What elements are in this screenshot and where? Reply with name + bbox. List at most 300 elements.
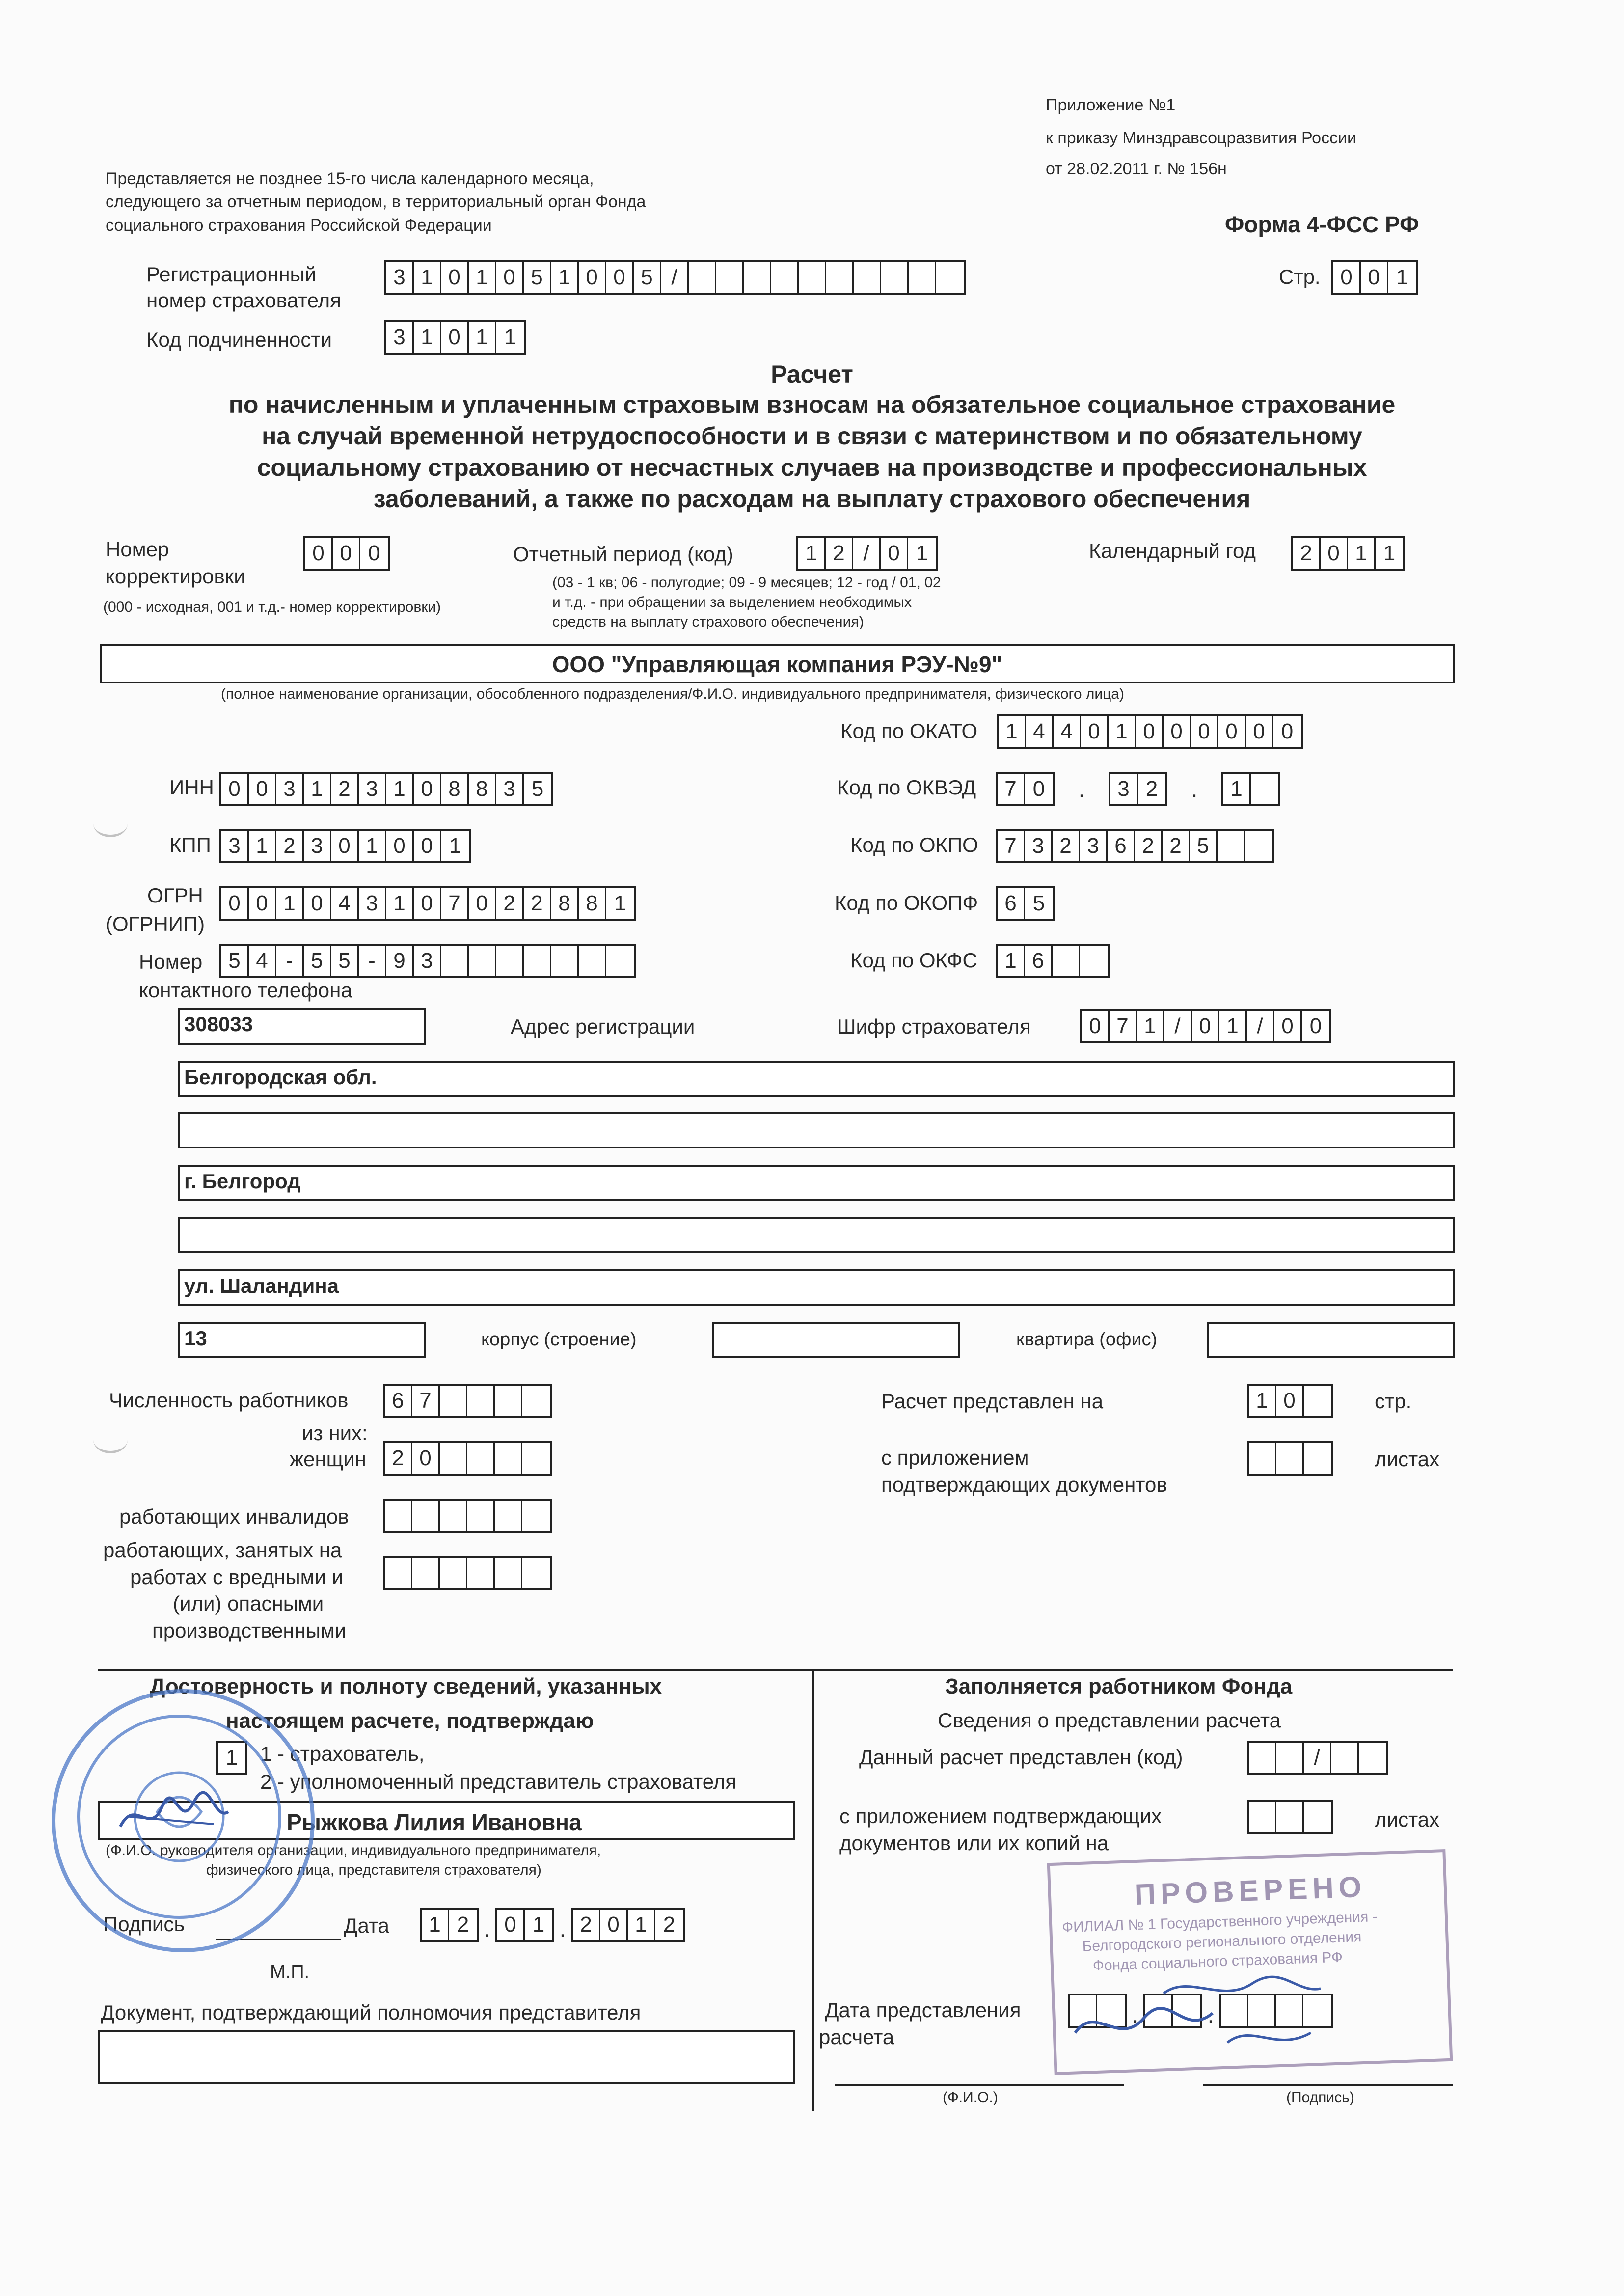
digit-cell xyxy=(579,946,606,976)
digit-cell: 0 xyxy=(1321,538,1348,569)
digit-cell: / xyxy=(853,538,881,569)
correction-note: (000 - исходная, 001 и т.д.- номер корректировки) xyxy=(103,599,441,615)
digit-cell xyxy=(1245,831,1272,861)
digit-cell xyxy=(1251,774,1278,804)
digit-cell xyxy=(385,1501,412,1531)
confirmation-heading-2: настоящем расчете, подтверждаю xyxy=(226,1709,594,1733)
digit-cell: 3 xyxy=(1110,774,1138,804)
digit-cell: 1 xyxy=(1383,541,1396,565)
digit-cell: 7 xyxy=(998,831,1025,861)
registration-label-1: Регистрационный xyxy=(146,263,317,286)
digit-cell xyxy=(522,1443,550,1474)
pages-unit: стр. xyxy=(1375,1390,1412,1413)
okved-field[interactable] xyxy=(996,772,1280,806)
digit-cell: 5 xyxy=(1032,891,1045,915)
section-divider xyxy=(98,1669,1453,1671)
digit-cell: 2 xyxy=(385,1443,412,1474)
digit-cell: 1 xyxy=(422,1910,449,1940)
digit-cell: 0 xyxy=(579,262,606,293)
digit-cell xyxy=(440,1558,467,1588)
okved-label: Код по ОКВЭД xyxy=(837,776,976,799)
okato-label: Код по ОКАТО xyxy=(840,719,978,742)
digit-cell xyxy=(1249,1443,1276,1474)
ogrn-label-2: (ОГРНИП) xyxy=(106,912,205,935)
date-label: Дата xyxy=(344,1914,390,1937)
apartment-field[interactable] xyxy=(1207,1322,1455,1358)
digit-cell: 0 xyxy=(414,774,441,804)
digit-cell: 3 xyxy=(1025,831,1053,861)
confirmation-heading-1: Достоверность и полноту сведений, указанных xyxy=(150,1674,662,1698)
digit-cell xyxy=(385,1558,412,1588)
submission-note-line-3: социального страхования Российской Федерации xyxy=(106,216,492,235)
separator-cell: / xyxy=(1304,1743,1331,1773)
digit-cell: 1 xyxy=(551,262,579,293)
form-title-line-3: на случай временной нетрудоспособности и в связи с материнством и по обязательному xyxy=(262,422,1362,450)
digit-cell: 0 xyxy=(606,262,634,293)
inn-field[interactable] xyxy=(219,772,553,806)
okfs-field[interactable] xyxy=(996,944,1110,978)
digit-cell: 0 xyxy=(469,888,496,919)
option-representative: 2 - уполномоченный представитель страхователя xyxy=(260,1770,736,1793)
ogrn-field[interactable] xyxy=(219,886,636,921)
pages-label: Расчет представлен на xyxy=(881,1390,1104,1413)
digit-cell: 2 xyxy=(524,888,551,919)
digit-cell: 8 xyxy=(551,888,579,919)
digit-cell: 0 xyxy=(1191,716,1218,747)
digit-cell: 1 xyxy=(998,946,1025,976)
okopf-label: Код по ОКОПФ xyxy=(835,891,978,914)
digit-cell: 0 xyxy=(1136,716,1164,747)
form-title-line-2: по начисленным и уплаченным страховым взносам на обязательное социальное страхование xyxy=(228,391,1396,418)
page-number-field[interactable] xyxy=(1331,260,1418,295)
dot-separator: . xyxy=(559,1917,566,1941)
phone-label-2: контактного телефона xyxy=(139,979,352,1002)
dot-separator: . xyxy=(1078,778,1085,802)
form-title-line-5: заболеваний, а также по расходам на выплату страхового обеспечения xyxy=(373,485,1251,513)
digit-cell: 0 xyxy=(1192,1011,1219,1041)
digit-cell: 0 xyxy=(1309,1014,1322,1038)
digit-cell xyxy=(1249,1802,1276,1832)
digit-cell: 5 xyxy=(531,777,544,801)
digit-cell xyxy=(469,946,496,976)
digit-cell: 0 xyxy=(333,538,360,569)
digit-cell xyxy=(1276,1743,1304,1773)
hazard-field[interactable] xyxy=(383,1556,552,1590)
attachment-label-2: подтверждающих документов xyxy=(881,1473,1167,1496)
digit-cell: 0 xyxy=(304,888,331,919)
digit-cell xyxy=(1304,1443,1331,1474)
digit-cell xyxy=(909,262,936,293)
locality-field[interactable] xyxy=(178,1217,1455,1253)
digit-cell xyxy=(1331,1743,1359,1773)
digit-cell: 1 xyxy=(504,325,516,349)
digit-cell: 0 xyxy=(305,538,333,569)
district-field[interactable] xyxy=(178,1112,1455,1148)
digit-cell: 4 xyxy=(1054,716,1081,747)
verified-stamp-line-1: ФИЛИАЛ № 1 Государственного учреждения - xyxy=(1061,1908,1378,1936)
period-note-line-3: средств на выплату страхового обеспечения) xyxy=(552,614,864,630)
digit-cell: 0 xyxy=(1246,716,1273,747)
digit-cell xyxy=(1218,831,1245,861)
digit-cell: 2 xyxy=(1145,777,1158,801)
digit-cell xyxy=(467,1558,495,1588)
digit-cell: 4 xyxy=(1026,716,1054,747)
digit-cell: 0 xyxy=(368,541,380,565)
handwritten-signature xyxy=(115,1787,233,1841)
digit-cell xyxy=(1053,946,1080,976)
digit-cell: 1 xyxy=(276,888,304,919)
digit-cell xyxy=(440,1386,467,1416)
option-insurer: 1 - страхователь, xyxy=(260,1742,425,1765)
digit-cell: 1 xyxy=(1223,774,1251,804)
digit-cell: 2 xyxy=(1293,538,1321,569)
correction-label-2: корректировки xyxy=(106,565,245,588)
digit-cell xyxy=(854,262,881,293)
digit-cell: - xyxy=(276,946,304,976)
digit-cell: / xyxy=(1164,1011,1192,1041)
hazard-label-3: (или) опасными xyxy=(173,1592,324,1615)
digit-cell: 2 xyxy=(496,888,524,919)
digit-cell: 7 xyxy=(1110,1011,1137,1041)
digit-cell: 6 xyxy=(385,1386,412,1416)
sheets-unit: листах xyxy=(1375,1448,1440,1471)
digit-cell xyxy=(440,1443,467,1474)
order-line-1: к приказу Минздравсоцразвития России xyxy=(1046,129,1357,147)
year-label: Календарный год xyxy=(1089,539,1256,562)
digit-cell xyxy=(1249,1743,1276,1773)
dot-separator: . xyxy=(1207,2003,1214,2027)
fund-heading: Заполняется работником Фонда xyxy=(945,1674,1293,1698)
digit-cell: 0 xyxy=(881,538,908,569)
digit-cell xyxy=(496,946,524,976)
digit-cell: 5 xyxy=(524,262,551,293)
submission-note-line-1: Представляется не позднее 15-го числа календарного месяца, xyxy=(106,169,594,188)
digit-cell xyxy=(1304,1802,1331,1832)
seal-label: М.П. xyxy=(270,1962,310,1982)
disabled-field[interactable] xyxy=(383,1499,552,1533)
okato-field[interactable] xyxy=(997,714,1303,749)
digit-cell: 8 xyxy=(441,774,469,804)
apartment-label: квартира (офис) xyxy=(1016,1329,1158,1350)
correction-label-1: Номер xyxy=(106,538,169,561)
ogrn-label-1: ОГРН xyxy=(147,884,203,907)
digit-cell: 1 xyxy=(532,1913,545,1937)
period-note-line-2: и т.д. - при обращении за выделением необходимых xyxy=(552,594,912,610)
digit-cell xyxy=(495,1443,522,1474)
digit-cell: 2 xyxy=(331,774,359,804)
digit-cell xyxy=(826,262,854,293)
employees-label: Численность работников xyxy=(109,1389,349,1412)
digit-cell: 5 xyxy=(634,262,661,293)
okpo-field[interactable] xyxy=(996,829,1274,863)
fund-code-field[interactable] xyxy=(1247,1741,1388,1775)
digit-cell: 2 xyxy=(1135,831,1163,861)
digit-cell xyxy=(551,946,579,976)
address-label: Адрес регистрации xyxy=(511,1015,695,1038)
digit-cell: 3 xyxy=(304,831,331,861)
digit-cell: 3 xyxy=(359,888,386,919)
period-code-field[interactable] xyxy=(796,536,938,571)
disabled-label: работающих инвалидов xyxy=(119,1505,349,1528)
form-title-line-4: социальному страхованию от несчастных случаев на производстве и профессиональных xyxy=(257,454,1367,481)
correction-number-field[interactable] xyxy=(303,536,390,571)
digit-cell xyxy=(495,1386,522,1416)
digit-cell: 4 xyxy=(331,888,359,919)
digit-cell: 1 xyxy=(414,322,441,353)
digit-cell: 1 xyxy=(1348,538,1376,569)
digit-cell: 1 xyxy=(798,538,826,569)
digit-cell: 3 xyxy=(496,774,524,804)
digit-cell xyxy=(881,262,909,293)
digit-cell: 0 xyxy=(331,831,359,861)
street-field[interactable]: ул. Шаландина xyxy=(178,1269,1455,1306)
digit-cell xyxy=(412,1558,440,1588)
confirmer-name-field[interactable]: Рыжкова Лилия Ивановна xyxy=(98,1801,795,1840)
digit-cell: 3 xyxy=(276,774,304,804)
digit-cell: 1 xyxy=(628,1910,655,1940)
digit-cell xyxy=(524,946,551,976)
digit-cell: 3 xyxy=(1080,831,1108,861)
phone-field[interactable] xyxy=(219,944,636,978)
digit-cell xyxy=(495,1501,522,1531)
digit-cell: 0 xyxy=(1164,716,1191,747)
postcode-field[interactable]: 308033 xyxy=(178,1008,426,1045)
hazard-label-1: работающих, занятых на xyxy=(103,1538,342,1561)
confirmation-date-field[interactable] xyxy=(420,1908,685,1942)
subordination-label: Код подчиненности xyxy=(146,328,332,351)
digit-cell: 6 xyxy=(1108,831,1135,861)
digit-cell: 6 xyxy=(998,888,1025,919)
punch-hole-mark xyxy=(93,810,128,837)
digit-cell: 0 xyxy=(412,1443,440,1474)
kpp-field[interactable] xyxy=(219,829,471,863)
okpo-label: Код по ОКПО xyxy=(850,833,978,856)
digit-cell xyxy=(412,1501,440,1531)
digit-cell: 1 xyxy=(386,774,414,804)
digit-cell: - xyxy=(359,946,386,976)
digit-cell: 0 xyxy=(497,1910,525,1940)
handwritten-date-signature xyxy=(1065,1974,1370,2057)
digit-cell: 1 xyxy=(1109,716,1136,747)
digit-cell: 7 xyxy=(412,1386,440,1416)
sign-line xyxy=(1203,2084,1453,2086)
digit-cell xyxy=(522,1386,550,1416)
attachment-label-1: с приложением xyxy=(881,1446,1029,1469)
digit-cell: 1 xyxy=(359,831,386,861)
digit-cell: 0 xyxy=(496,262,524,293)
dot-separator: . xyxy=(1132,2003,1138,2027)
confirmer-note-1: (Ф.И.О. руководителя организации, индивидуального предпринимателя, xyxy=(106,1842,601,1859)
hazard-label-4: производственными xyxy=(152,1619,347,1642)
digit-cell: 0 xyxy=(1281,719,1294,743)
digit-cell: 3 xyxy=(414,946,441,976)
digit-cell: 0 xyxy=(249,888,276,919)
region-field[interactable]: Белгородская обл. xyxy=(178,1061,1455,1097)
digit-cell xyxy=(1276,1443,1304,1474)
digit-cell: 0 xyxy=(1218,716,1246,747)
digit-cell: 5 xyxy=(221,946,249,976)
pages-field[interactable] xyxy=(1247,1384,1333,1418)
fund-code-label: Данный расчет представлен (код) xyxy=(859,1746,1183,1769)
dot-separator: . xyxy=(1191,778,1198,802)
digit-cell: 4 xyxy=(249,946,276,976)
digit-cell: 1 xyxy=(469,262,496,293)
form-name: Форма 4-ФСС РФ xyxy=(1225,212,1419,237)
digit-cell xyxy=(1080,946,1108,976)
women-label: женщин xyxy=(290,1448,366,1471)
digit-cell: 0 xyxy=(1276,1386,1304,1416)
digit-cell: 1 xyxy=(1137,1011,1164,1041)
digit-cell xyxy=(1359,1743,1386,1773)
digit-cell xyxy=(522,1558,550,1588)
digit-cell xyxy=(440,1501,467,1531)
attachment-sheets-field[interactable] xyxy=(1247,1441,1333,1476)
women-field[interactable] xyxy=(383,1441,552,1476)
digit-cell: 2 xyxy=(663,1913,676,1937)
digit-cell: 3 xyxy=(386,322,414,353)
digit-cell: 1 xyxy=(1396,265,1408,289)
digit-cell: 0 xyxy=(249,774,276,804)
verified-stamp-line-2: Белгородского регионального отделения xyxy=(1082,1929,1362,1955)
registration-label-2: номер страхователя xyxy=(146,289,341,312)
inn-label: ИНН xyxy=(169,776,214,799)
document-label: Документ, подтверждающий полномочия представителя xyxy=(101,2001,641,2024)
digit-cell: 1 xyxy=(449,834,461,858)
organization-name-field[interactable]: ООО "Управляющая компания РЭУ-№9" xyxy=(100,644,1455,683)
digit-cell: 0 xyxy=(1081,716,1109,747)
digit-cell: 2 xyxy=(573,1910,600,1940)
digit-cell xyxy=(495,1558,522,1588)
appendix-label: Приложение №1 xyxy=(1046,96,1176,114)
digit-cell: 8 xyxy=(579,888,606,919)
digit-cell: 0 xyxy=(386,831,414,861)
digit-cell: 0 xyxy=(1082,1011,1110,1041)
digit-cell: 1 xyxy=(1249,1386,1276,1416)
digit-cell: 0 xyxy=(1274,1011,1302,1041)
digit-cell xyxy=(467,1501,495,1531)
digit-cell: 0 xyxy=(414,831,441,861)
punch-hole-mark xyxy=(93,1426,128,1453)
verified-stamp-title: ПРОВЕРЕНО xyxy=(1134,1870,1367,1912)
subordination-code-field[interactable] xyxy=(384,320,526,355)
phone-label-1: Номер xyxy=(139,950,203,973)
confirmer-note-2: физического лица, представителя страхователя) xyxy=(206,1862,541,1878)
cipher-field[interactable] xyxy=(1080,1009,1331,1043)
digit-cell: 5 xyxy=(304,946,331,976)
document-field[interactable] xyxy=(98,2030,795,2084)
separator-cell: / xyxy=(661,262,689,293)
signature-label: Подпись xyxy=(103,1913,185,1936)
organization-name-note: (полное наименование организации, обособленного подразделения/Ф.И.О. индивидуального предпринимателя, физического лица) xyxy=(221,686,1124,702)
fund-sheets-unit: листах xyxy=(1375,1808,1440,1831)
digit-cell: 1 xyxy=(414,262,441,293)
digit-cell: 2 xyxy=(457,1913,469,1937)
order-line-2: от 28.02.2011 г. № 156н xyxy=(1046,160,1227,178)
fund-attachment-label-2: документов или их копий на xyxy=(839,1831,1109,1855)
column-divider xyxy=(812,1669,814,2111)
digit-cell: 0 xyxy=(1333,262,1361,293)
cipher-label: Шифр страхователя xyxy=(837,1015,1031,1038)
fund-sheets-field[interactable] xyxy=(1247,1800,1333,1834)
digit-cell: 6 xyxy=(1025,946,1053,976)
digit-cell: 0 xyxy=(221,774,249,804)
building-field[interactable] xyxy=(712,1322,960,1358)
city-field[interactable]: г. Белгород xyxy=(178,1165,1455,1201)
digit-cell: 7 xyxy=(998,774,1025,804)
digit-cell: 2 xyxy=(1163,831,1190,861)
digit-cell xyxy=(522,1501,550,1531)
period-label: Отчетный период (код) xyxy=(513,543,733,566)
digit-cell: 9 xyxy=(386,946,414,976)
fund-date-label-1: Дата представления xyxy=(825,1998,1021,2022)
fio-line xyxy=(835,2084,1124,2086)
employees-field[interactable] xyxy=(383,1384,552,1418)
digit-cell xyxy=(689,262,716,293)
digit-cell xyxy=(467,1386,495,1416)
digit-cell: 1 xyxy=(225,1746,238,1770)
dot-separator: . xyxy=(484,1917,490,1941)
digit-cell: / xyxy=(1247,1011,1274,1041)
period-note-line-1: (03 - 1 кв; 06 - полугодие; 09 - 9 месяцев; 12 - год / 01, 02 xyxy=(552,574,941,591)
digit-cell: 2 xyxy=(276,831,304,861)
digit-cell: 0 xyxy=(414,888,441,919)
submission-note-line-2: следующего за отчетным периодом, в территориальный орган Фонда xyxy=(106,192,646,211)
digit-cell: 0 xyxy=(1032,777,1045,801)
digit-cell xyxy=(606,946,634,976)
okfs-label: Код по ОКФС xyxy=(850,949,977,972)
sign-note: (Подпись) xyxy=(1286,2089,1354,2105)
form-title: Расчет xyxy=(771,360,853,388)
digit-cell xyxy=(467,1443,495,1474)
digit-cell: 1 xyxy=(999,716,1026,747)
digit-cell xyxy=(716,262,744,293)
digit-cell xyxy=(744,262,771,293)
digit-cell: 2 xyxy=(1053,831,1080,861)
okopf-field[interactable] xyxy=(996,886,1055,921)
digit-cell: 1 xyxy=(249,831,276,861)
digit-cell: 0 xyxy=(1361,262,1388,293)
digit-cell: 2 xyxy=(826,538,853,569)
digit-cell: 5 xyxy=(331,946,359,976)
digit-cell: 0 xyxy=(221,888,249,919)
digit-cell: 3 xyxy=(221,831,249,861)
digit-cell: 5 xyxy=(1190,831,1218,861)
digit-cell xyxy=(1276,1802,1304,1832)
digit-cell: 3 xyxy=(386,262,414,293)
digit-cell xyxy=(1304,1386,1331,1416)
digit-cell: 0 xyxy=(600,1910,628,1940)
digit-cell xyxy=(936,262,964,293)
digit-cell: 7 xyxy=(441,888,469,919)
digit-cell: 1 xyxy=(304,774,331,804)
digit-cell: 8 xyxy=(469,774,496,804)
digit-cell: 1 xyxy=(1219,1011,1247,1041)
fund-date-label-2: расчета xyxy=(819,2025,894,2049)
house-field[interactable]: 13 xyxy=(178,1322,426,1358)
registration-number-field[interactable] xyxy=(384,260,966,295)
digit-cell: 3 xyxy=(359,774,386,804)
fund-attachment-label-1: с приложением подтверждающих xyxy=(839,1804,1162,1828)
digit-cell: 1 xyxy=(469,322,496,353)
digit-cell xyxy=(771,262,799,293)
kpp-label: КПП xyxy=(169,833,211,856)
fund-subheading: Сведения о представлении расчета xyxy=(938,1709,1281,1732)
digit-cell: 1 xyxy=(386,888,414,919)
page-label: Стр. xyxy=(1279,265,1321,288)
digit-cell xyxy=(441,946,469,976)
year-field[interactable] xyxy=(1291,536,1405,571)
of-them-label: из них: xyxy=(302,1421,368,1445)
